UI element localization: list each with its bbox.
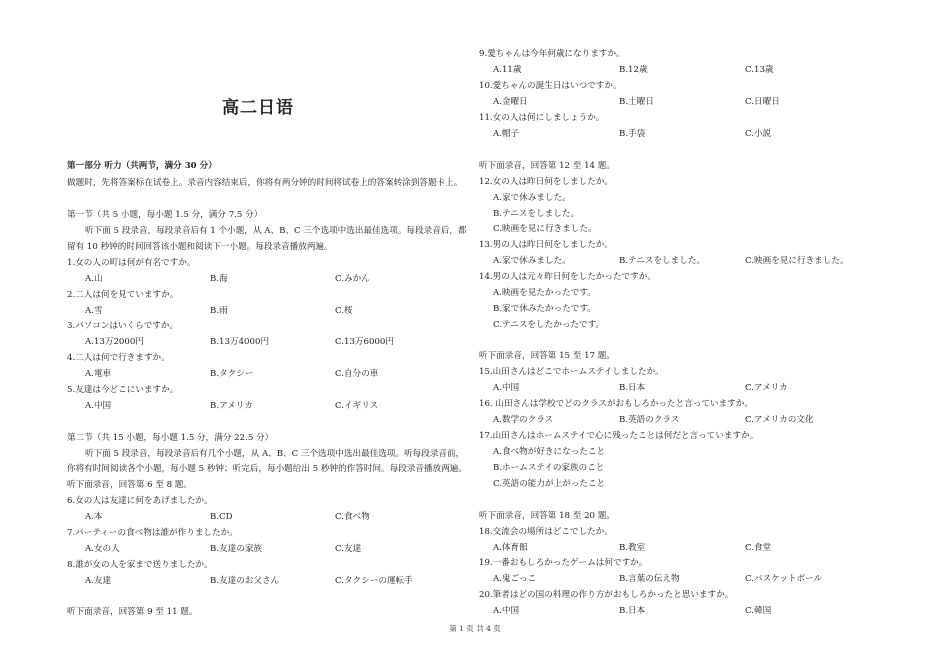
option-a: A.中国 <box>493 606 520 616</box>
group-instruction: 听下面录音，回答第 15 至 17 题。 <box>479 351 615 361</box>
option-a: A.中国 <box>493 383 520 393</box>
option-b: B.アメリカ <box>210 401 253 411</box>
question-19: 19.一番おもしろかったゲームは何ですか。 <box>479 558 648 568</box>
option-c: C.食堂 <box>745 543 772 553</box>
option-a: A.鬼ごっこ <box>493 574 537 584</box>
question-6: 6.女の人は友達に何をあげましたか。 <box>67 496 213 506</box>
option-b: B.CD <box>210 512 233 522</box>
option-c: C.桜 <box>335 306 353 316</box>
question-16: 16. 山田さんは学校でどのクラスがおもしろかったと言っていますか。 <box>479 399 753 409</box>
page-title: 高二日语 <box>222 98 294 118</box>
option-c: C.イギリス <box>335 401 379 411</box>
option-c: C.13万6000円 <box>335 337 394 347</box>
sec2-desc: 听下面 5 段录音，每段录音后有几个小题，从 A、B、C 三个选项中选出最佳选项。听每段录音前， <box>85 449 465 459</box>
question-9: 9.愛ちゃんは今年何歳になりますか。 <box>479 49 625 59</box>
option-b: B.英語のクラス <box>619 415 680 425</box>
option-a: A.女の人 <box>85 544 120 554</box>
option-a: A.雪 <box>85 306 103 316</box>
option-c: C.映画を見に行きました。 <box>493 224 597 234</box>
option-b: B.手袋 <box>619 129 646 139</box>
option-a: A.映画を見たかったです。 <box>493 288 596 298</box>
option-b: B.タクシー <box>210 369 254 379</box>
option-b: B.ホームステイの家族のこと <box>493 463 605 473</box>
question-4: 4.二人は何で行きますか。 <box>67 353 170 363</box>
option-a: A.友達 <box>85 576 112 586</box>
question-5: 5.友達は今どこにいますか。 <box>67 385 179 395</box>
option-c: C.英語の能力が上がったこと <box>493 479 606 489</box>
option-c: C.アメリカ <box>745 383 788 393</box>
question-13: 13.男の人は昨日何をしましたか。 <box>479 240 613 250</box>
option-a: A.山 <box>85 274 103 284</box>
question-7: 7.パーティーの食べ物は誰が作りましたか。 <box>67 528 238 538</box>
option-a: A.11歳 <box>493 65 522 75</box>
group-instruction: 听下面录音，回答第 12 至 14 题。 <box>479 161 615 171</box>
option-c: C.タクシーの運転手 <box>335 576 413 586</box>
question-18: 18.交流会の場所はどこでしたか。 <box>479 527 613 537</box>
option-b: B.テニスをしました。 <box>619 256 706 266</box>
sec1-desc: 听下面 5 段录音，每段录音后有 1 个小题，从 A、B、C 三个选项中选出最佳选项。每段录音后，都 <box>85 226 467 236</box>
question-20: 20.筆者はどの国の料理の作り方がおもしろかったと思いますか。 <box>479 590 734 600</box>
option-b: B.13万4000円 <box>210 337 270 347</box>
option-b: B.土曜日 <box>619 97 654 107</box>
question-15: 15.山田さんはどこでホームステイしましたか。 <box>479 367 664 377</box>
option-c: C.食べ物 <box>335 512 370 522</box>
option-a: A.家で休みました。 <box>493 193 571 203</box>
option-c: C.テニスをしたかったです。 <box>493 320 605 330</box>
option-b: B.友達の家族 <box>210 544 263 554</box>
group-instruction: 听下面录音，回答第 6 至 8 题。 <box>67 480 192 490</box>
option-b: B.教室 <box>619 543 646 553</box>
option-b: B.雨 <box>210 306 228 316</box>
option-c: C.アメリカの文化 <box>745 415 814 425</box>
option-a: A.金曜日 <box>493 97 528 107</box>
option-a: A.13万2000円 <box>85 337 144 347</box>
option-c: C.13歳 <box>745 65 774 75</box>
option-a: A.本 <box>85 512 103 522</box>
question-10: 10.愛ちゃんの誕生日はいつですか。 <box>479 81 622 91</box>
page-footer: 第 1 页 共 4 页 <box>449 624 501 633</box>
sec1-desc: 留有 10 秒钟的时间回答该小题和阅读下一小题。每段录音播放两遍。 <box>67 242 333 252</box>
sec1-title: 第一节（共 5 小题，每小题 1.5 分，满分 7.5 分） <box>67 210 263 220</box>
option-b: B.言葉の伝え物 <box>619 574 680 584</box>
question-17: 17.山田さんはホームステイで心に残ったことは何だと言っていますか。 <box>479 431 759 441</box>
question-8: 8.誰が女の人を家まで送りましたか。 <box>67 560 213 570</box>
option-c: C.小説 <box>745 129 772 139</box>
sec2-title: 第二节（共 15 小题，每小题 1.5 分，满分 22.5 分） <box>67 433 274 443</box>
option-a: A.体育館 <box>493 543 528 553</box>
option-a: A.食べ物が好きになったこと <box>493 447 606 457</box>
option-b: B.家で休みたかったです。 <box>493 304 596 314</box>
option-c: C.映画を見に行きました。 <box>745 256 849 266</box>
question-11: 11.女の人は何にしましょうか。 <box>479 113 605 123</box>
question-2: 2.二人は何を見ていますか。 <box>67 290 179 300</box>
option-a: A.数学のクラス <box>493 415 554 425</box>
option-a: A.中国 <box>85 401 112 411</box>
option-c: C.日曜日 <box>745 97 780 107</box>
option-c: C.友達 <box>335 544 362 554</box>
group-instruction: 听下面录音，回答第 9 至 11 题。 <box>67 607 198 617</box>
option-c: C.韓国 <box>745 606 772 616</box>
option-b: B.友達のお父さん <box>210 576 280 586</box>
option-b: B.12歳 <box>619 65 648 75</box>
option-b: B.海 <box>210 274 228 284</box>
part1-desc: 做题时，先将答案标在试卷上。录音内容结束后，你将有两分钟的时间将试卷上的答案转涂到答题卡上。 <box>67 178 463 188</box>
group-instruction: 听下面录音，回答第 18 至 20 题。 <box>479 511 615 521</box>
option-c: C.みかん <box>335 274 370 284</box>
question-12: 12.女の人は昨日何をしましたか。 <box>479 177 613 187</box>
question-1: 1.女の人の町は何が有名ですか。 <box>67 258 196 268</box>
option-a: A.帽子 <box>493 129 520 139</box>
option-a: A.電車 <box>85 369 112 379</box>
option-c: C.自分の車 <box>335 369 379 379</box>
option-b: B.日本 <box>619 383 646 393</box>
sec2-desc: 你将有时间阅读各个小题，每小题 5 秒钟；听完后，每小题给出 5 秒钟的作答时间。每段录音播放两遍。 <box>67 464 467 474</box>
option-c: C.バスケットボール <box>745 574 823 584</box>
question-14: 14.男の人は元々昨日何をしたかったですか。 <box>479 272 656 282</box>
option-b: B.日本 <box>619 606 646 616</box>
part1-title: 第一部分 听力（共两节，满分 30 分） <box>67 161 217 171</box>
option-a: A.家で休みました。 <box>493 256 571 266</box>
question-3: 3.パソコンはいくらですか。 <box>67 321 179 331</box>
option-b: B.テニスをしました。 <box>493 209 580 219</box>
